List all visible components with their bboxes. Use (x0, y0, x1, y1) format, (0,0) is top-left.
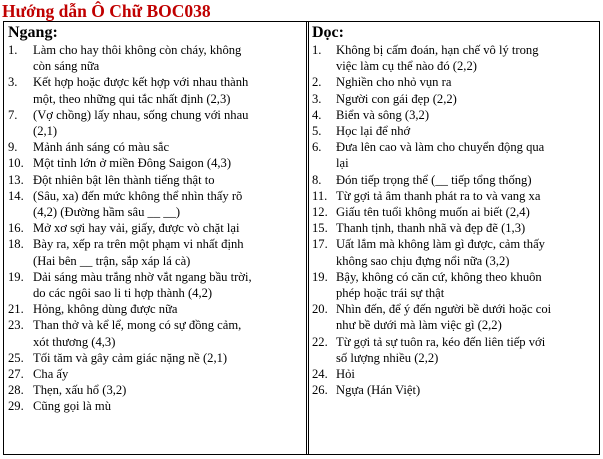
column-divider (306, 22, 309, 454)
clue-text (336, 204, 598, 220)
clue-number: 4. (312, 107, 322, 122)
clue-text (33, 350, 302, 366)
clue-line: Tối tăm và gây cảm giác nặng nề (2,1) (33, 350, 228, 365)
clue-line: Hỏng, không dùng được nữa (33, 302, 178, 317)
clue-line: Nghiền cho nhỏ vụn ra (336, 75, 452, 90)
clue-line: Cha ấy (33, 367, 69, 382)
clue-line: một, theo những qui tắc nhất định (2,3) (33, 91, 231, 106)
clue-line: Bậy, không có căn cứ, không theo khuôn (336, 269, 542, 284)
clue-line: Biển và sông (3,2) (336, 107, 430, 122)
clue-line: Hỏi (336, 367, 355, 382)
clue-line: Kết hợp hoặc được kết hợp với nhau thành (33, 75, 249, 90)
clue-line: Giấu tên tuổi không muốn ai biết (2,4) (336, 205, 530, 220)
clue-line: như bề dưới mà làm việc gì (2,2) (336, 318, 502, 333)
clue-text (336, 107, 598, 123)
across-clue-21 (8, 301, 302, 317)
clue-number: 12. (312, 205, 328, 220)
clue-line: Không bị cấm đoán, hạn chế vô lý trong (336, 43, 539, 57)
clue-number: 8. (312, 172, 322, 187)
clue-line: (Sâu, xa) đến mức không thể nhìn thấy rõ (33, 188, 243, 203)
clue-number: 1. (312, 43, 322, 57)
clue-text (33, 301, 302, 317)
clue-text (336, 220, 598, 236)
down-clue-19 (312, 269, 598, 301)
clue-number: 9. (8, 140, 18, 155)
clue-number: 23. (8, 318, 24, 333)
clue-number: 29. (8, 399, 24, 414)
down-clue-17 (312, 236, 598, 268)
clue-text (33, 366, 302, 382)
clue-line: phép hoặc trái sự thật (336, 286, 445, 301)
across-clue-19 (8, 269, 302, 301)
clue-number: 14. (8, 188, 24, 203)
down-clue-6 (312, 139, 598, 171)
clue-text (33, 236, 302, 268)
clue-number: 10. (8, 156, 24, 171)
down-clue-2 (312, 74, 598, 90)
clue-number: 26. (312, 383, 328, 398)
clue-line: (Hai bên __ trận, sắp xáp lá cà) (33, 253, 191, 268)
clue-line: (Vợ chồng) lấy nhau, sống chung với nhau (33, 107, 249, 122)
across-clue-13 (8, 172, 302, 188)
clue-text (336, 236, 598, 268)
clue-text (336, 301, 598, 333)
clue-text (33, 220, 302, 236)
clue-number: 11. (312, 188, 328, 203)
clue-text (33, 155, 302, 171)
clue-number: 7. (8, 107, 18, 122)
clue-line: Cũng gọi là mù (33, 399, 112, 414)
clue-text (33, 42, 302, 74)
clue-line: Uất lắm mà không làm gì được, cảm thấy (336, 237, 545, 252)
across-clue-10 (8, 155, 302, 171)
across-clue-18 (8, 236, 302, 268)
clue-number: 3. (8, 75, 18, 90)
clue-number: 19. (8, 269, 24, 284)
clue-line: lại (336, 156, 349, 171)
clue-text (33, 269, 302, 301)
clue-line: Đột nhiên bật lên thành tiếng thật to (33, 172, 215, 187)
across-clue-list (8, 42, 302, 415)
across-column (8, 22, 302, 415)
clue-line: Từ gợi tả âm thanh phát ra to và vang xa (336, 188, 541, 203)
clue-text (336, 123, 598, 139)
clue-text (33, 107, 302, 139)
clue-text (336, 139, 598, 171)
clue-number: 18. (8, 237, 24, 252)
clue-number: 1. (8, 43, 18, 57)
clue-line: Đón tiếp trọng thể (__ tiếp tổng thống) (336, 172, 532, 187)
clue-line: Mảnh ánh sáng có màu sắc (33, 140, 170, 155)
down-clue-3 (312, 91, 598, 107)
clue-text (33, 139, 302, 155)
clue-line: Học lại để nhớ (336, 124, 411, 139)
clue-line: Thẹn, xấu hổ (3,2) (33, 383, 127, 398)
clue-line: Mở xơ sợi hay vải, giấy, được vò chặt lại (33, 221, 240, 236)
clue-text (336, 334, 598, 366)
clue-text (336, 74, 598, 90)
clue-text (336, 366, 598, 382)
clue-line: (2,1) (33, 124, 58, 139)
clue-line: Đưa lên cao và làm cho chuyển động qua (336, 140, 545, 155)
down-clue-12 (312, 204, 598, 220)
across-clue-16 (8, 220, 302, 236)
across-clue-1 (8, 42, 302, 74)
clue-line: Nhìn đến, để ý đến người bề dưới hoặc coi (336, 302, 552, 317)
across-heading: Ngang: (8, 24, 58, 41)
clue-number: 21. (8, 302, 24, 317)
clue-number: 24. (312, 367, 328, 382)
down-clue-4 (312, 107, 598, 123)
clue-number: 13. (8, 172, 24, 187)
down-clue-11 (312, 188, 598, 204)
across-clue-14 (8, 188, 302, 220)
clue-line: Than thở và kể lể, mong có sự đồng cảm, (33, 318, 242, 333)
clue-text (336, 91, 598, 107)
clue-line: Ngựa (Hán Việt) (336, 383, 421, 398)
clue-text (33, 74, 302, 106)
clue-text (336, 269, 598, 301)
down-clue-1 (312, 42, 598, 74)
across-clue-29 (8, 398, 302, 414)
down-clue-26 (312, 382, 598, 398)
clue-line: việc làm cụ thể nào đó (2,2) (336, 59, 477, 74)
clue-number: 20. (312, 302, 328, 317)
across-clue-3 (8, 74, 302, 106)
clue-line: Bày ra, xếp ra trên một phạm vi nhất định (33, 237, 244, 252)
down-clue-20 (312, 301, 598, 333)
across-clue-7 (8, 107, 302, 139)
clue-line: Làm cho hay thôi không còn cháy, không (33, 43, 242, 57)
down-clue-24 (312, 366, 598, 382)
clue-line: Từ gợi tả sự tuôn ra, kéo đến liên tiếp với (336, 334, 546, 349)
clue-number: 28. (8, 383, 24, 398)
clue-text (336, 382, 598, 398)
across-clue-25 (8, 350, 302, 366)
clue-number: 15. (312, 221, 328, 236)
clue-text (336, 42, 598, 74)
clue-number: 5. (312, 124, 322, 139)
clue-text (336, 188, 598, 204)
clue-line: số lượng nhiều (2,2) (336, 350, 439, 365)
clue-number: 2. (312, 75, 322, 90)
clue-line: Một tỉnh lớn ở miền Đông Saigon (4,3) (33, 156, 232, 171)
across-clue-28 (8, 382, 302, 398)
clue-line: không sao chịu đựng nổi nữa (3,2) (336, 253, 510, 268)
across-clue-23 (8, 317, 302, 349)
page-title: Hướng dẫn Ô Chữ BOC038 (2, 1, 211, 21)
clue-text (33, 172, 302, 188)
clue-line: Người con gái đẹp (2,2) (336, 91, 457, 106)
clue-text (33, 188, 302, 220)
clue-line: Dải sáng màu trắng nhờ vắt ngang bầu trời, (33, 269, 252, 284)
clue-number: 16. (8, 221, 24, 236)
clue-number: 17. (312, 237, 328, 252)
clue-text (336, 172, 598, 188)
clue-number: 19. (312, 269, 328, 284)
down-clue-22 (312, 334, 598, 366)
clue-text (33, 398, 302, 414)
down-clue-8 (312, 172, 598, 188)
clue-number: 25. (8, 350, 24, 365)
clue-number: 6. (312, 140, 322, 155)
clue-text (33, 317, 302, 349)
across-clue-27 (8, 366, 302, 382)
clue-number: 22. (312, 334, 328, 349)
down-clue-15 (312, 220, 598, 236)
down-column (312, 22, 598, 398)
down-heading: Dọc: (312, 24, 344, 41)
clue-table (3, 21, 600, 455)
clue-line: xót thương (4,3) (33, 334, 116, 349)
clue-number: 3. (312, 91, 322, 106)
clue-text (33, 382, 302, 398)
clue-line: còn sáng nữa (33, 59, 100, 74)
clue-line: do các ngôi sao li ti hợp thành (4,2) (33, 286, 213, 301)
across-clue-9 (8, 139, 302, 155)
down-clue-list (312, 42, 598, 398)
clue-line: Thanh tịnh, thanh nhã và đẹp đẽ (1,3) (336, 221, 526, 236)
clue-number: 27. (8, 367, 24, 382)
down-clue-5 (312, 123, 598, 139)
clue-line: (4,2) (Đường hầm sâu __ __) (33, 205, 181, 220)
